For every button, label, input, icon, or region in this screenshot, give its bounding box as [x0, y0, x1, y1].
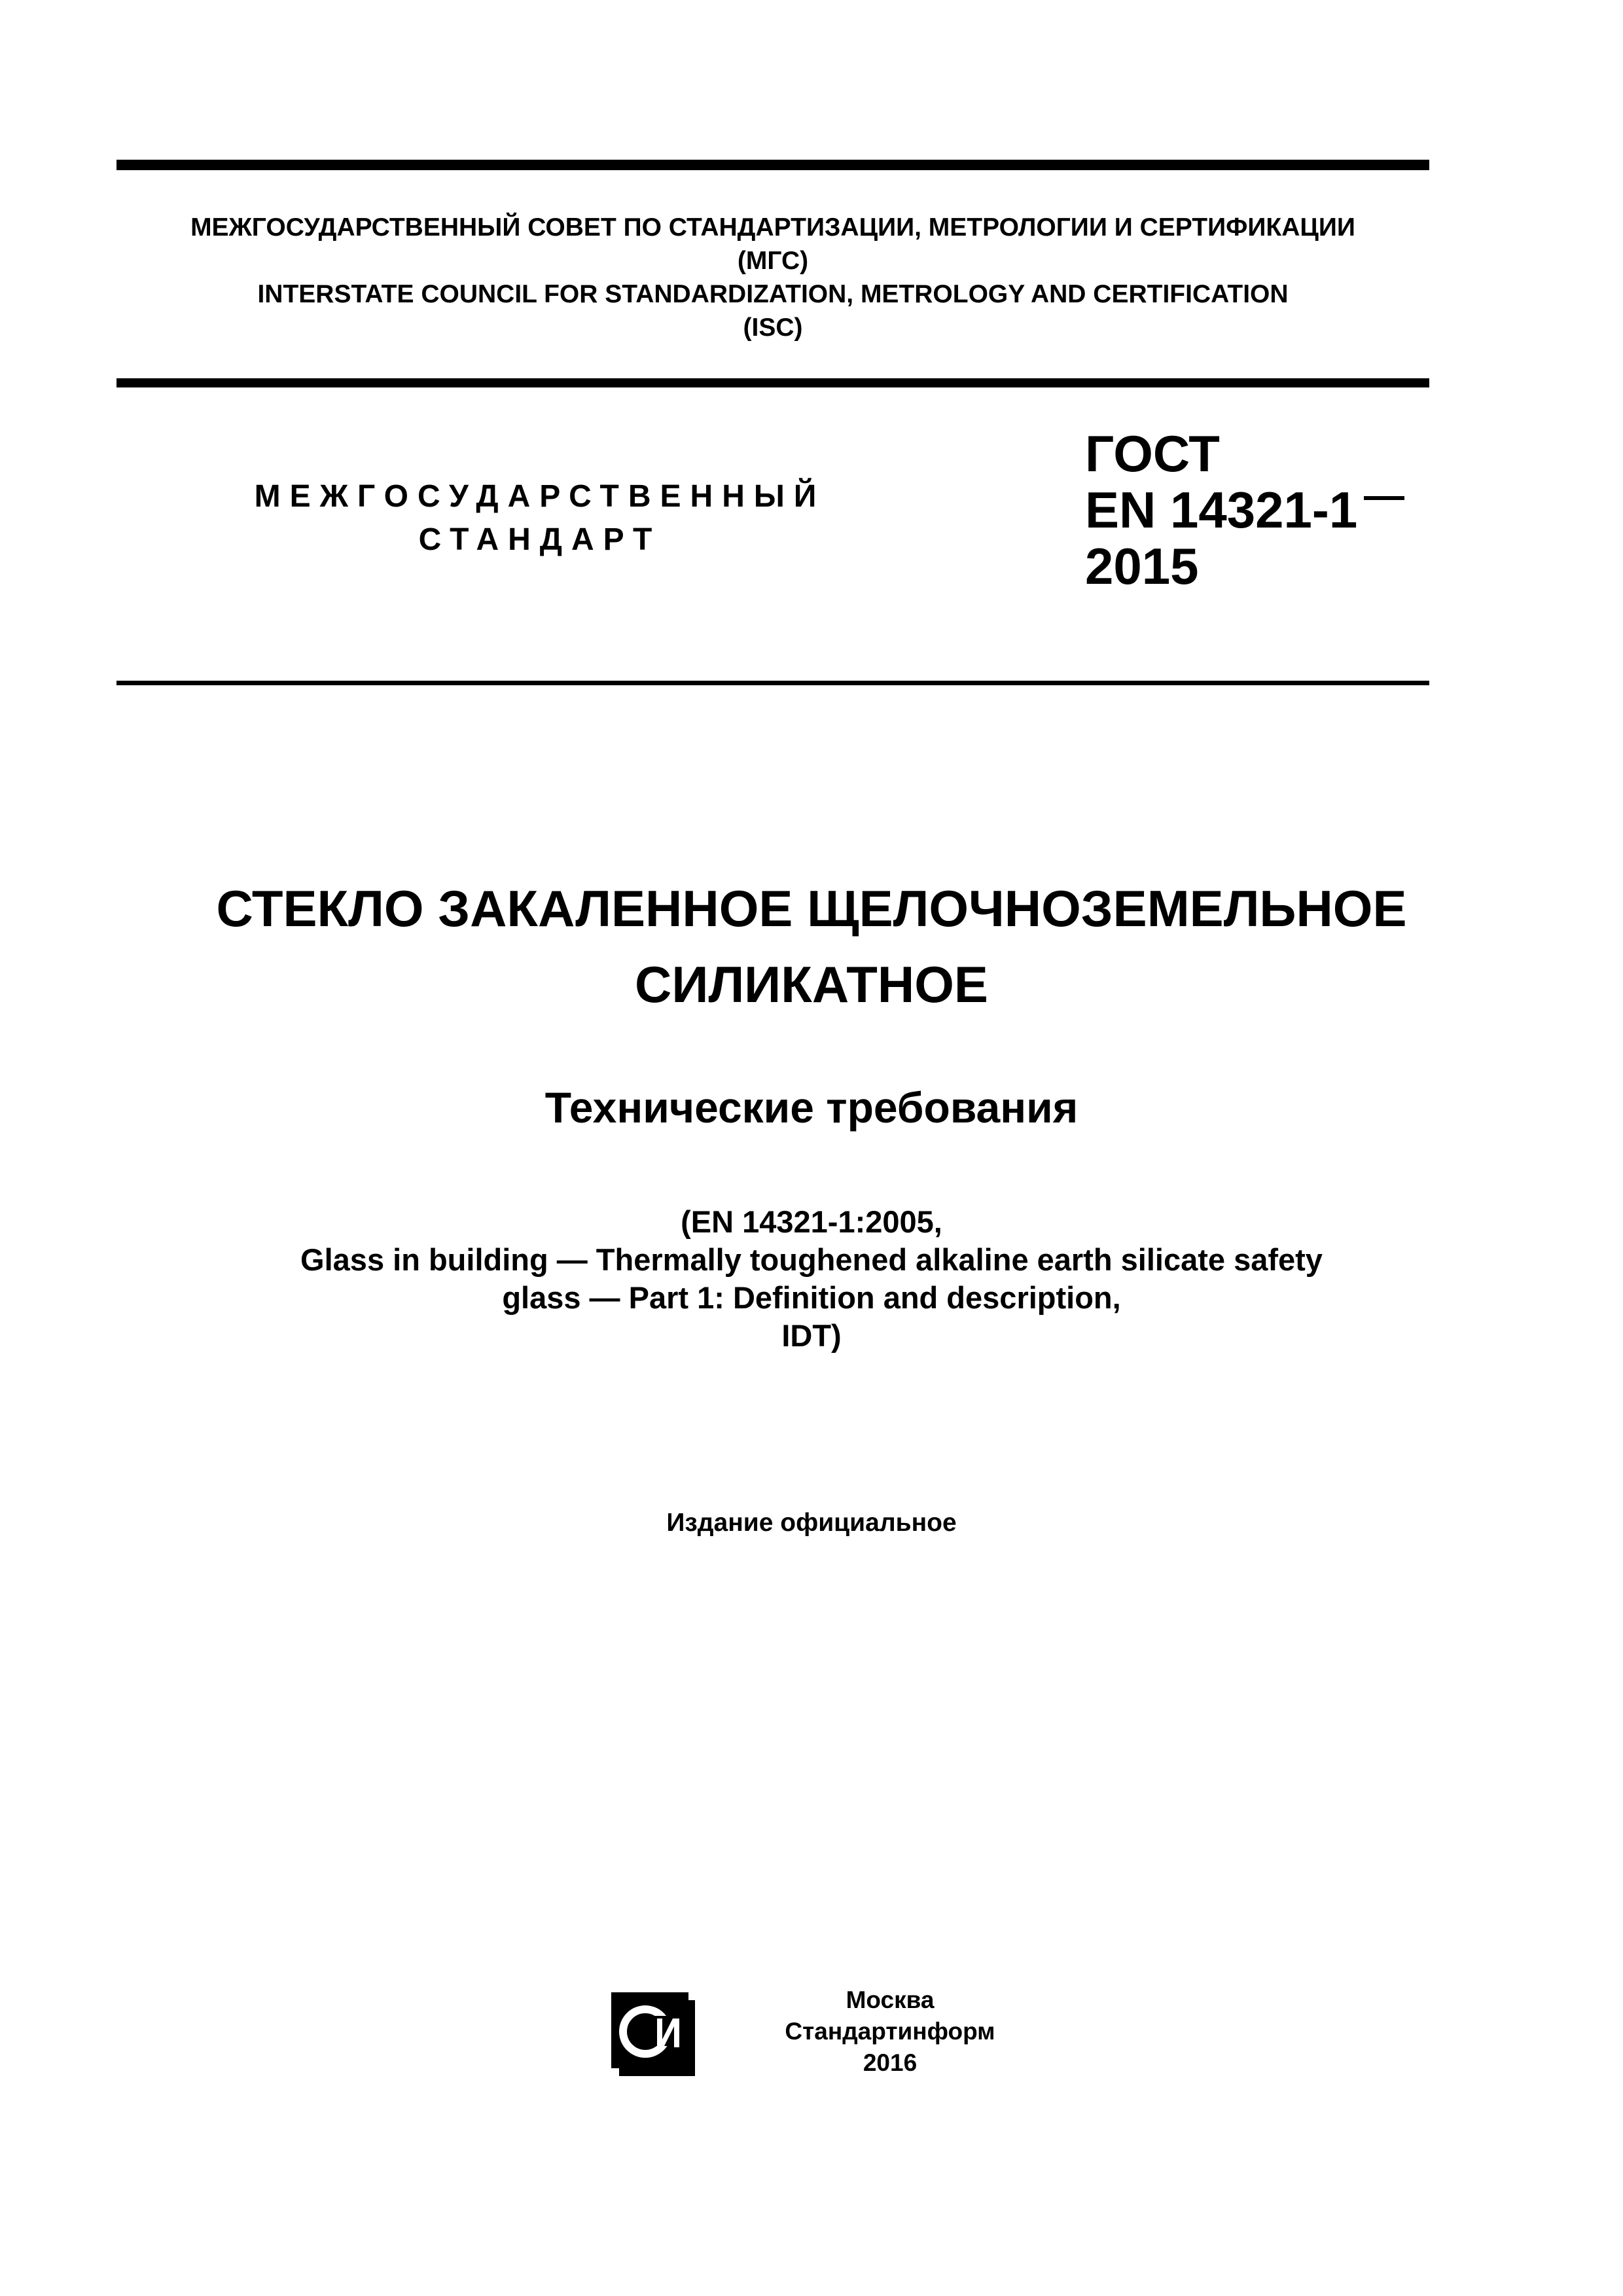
publisher-name: Стандартинформ [785, 2018, 995, 2045]
document-subtitle: Технические требования [544, 1083, 1079, 1132]
en-reference-line3: glass — Part 1: Definition and description, [502, 1280, 1121, 1315]
title-line2: СИЛИКАТНОЕ [635, 956, 988, 1013]
council-header [116, 211, 1429, 344]
en-reference [92, 1203, 1531, 1355]
standard-kind-line2: СТАНДАРТ [418, 522, 662, 557]
publisher-block [707, 1984, 1073, 2079]
standard-kind-line1: МЕЖГОСУДАРСТВЕННЫЙ [254, 479, 826, 514]
designation-dash [1364, 496, 1404, 500]
publisher-year: 2016 [863, 2049, 918, 2076]
standard-designation [1085, 425, 1404, 594]
en-reference-line4: IDT) [781, 1318, 842, 1353]
en-reference-line1: (EN 14321-1:2005, [681, 1204, 942, 1239]
edition-note: Издание официальное [666, 1509, 957, 1537]
top-rule [116, 160, 1429, 170]
council-abbr-ru: (МГС) [737, 247, 809, 275]
designation-year: 2015 [1085, 537, 1199, 595]
document-title [92, 870, 1531, 1022]
standartinform-logo-icon [609, 1990, 700, 2079]
publisher-city: Москва [846, 1986, 935, 2013]
en-reference-line2: Glass in building — Thermally toughened alkaline earth silicate safety [300, 1242, 1323, 1277]
council-bottom-rule [116, 378, 1429, 387]
council-name-en: INTERSTATE COUNCIL FOR STANDARDIZATION, METROLOGY AND CERTIFICATION [257, 280, 1289, 308]
designation-number: EN 14321-1 [1085, 481, 1358, 539]
council-name-ru: МЕЖГОСУДАРСТВЕННЫЙ СОВЕТ ПО СТАНДАРТИЗАЦИИ, МЕТРОЛОГИИ И СЕРТИФИКАЦИИ [190, 213, 1355, 242]
designation-line1: ГОСТ [1085, 425, 1220, 482]
standard-kind [196, 475, 883, 562]
council-abbr-en: (ISC) [743, 314, 803, 342]
title-line1: СТЕКЛО ЗАКАЛЕННОЕ ЩЕЛОЧНОЗЕМЕЛЬНОЕ [216, 880, 1407, 937]
designation-line2 [1085, 482, 1404, 538]
header-bottom-rule [116, 681, 1429, 685]
